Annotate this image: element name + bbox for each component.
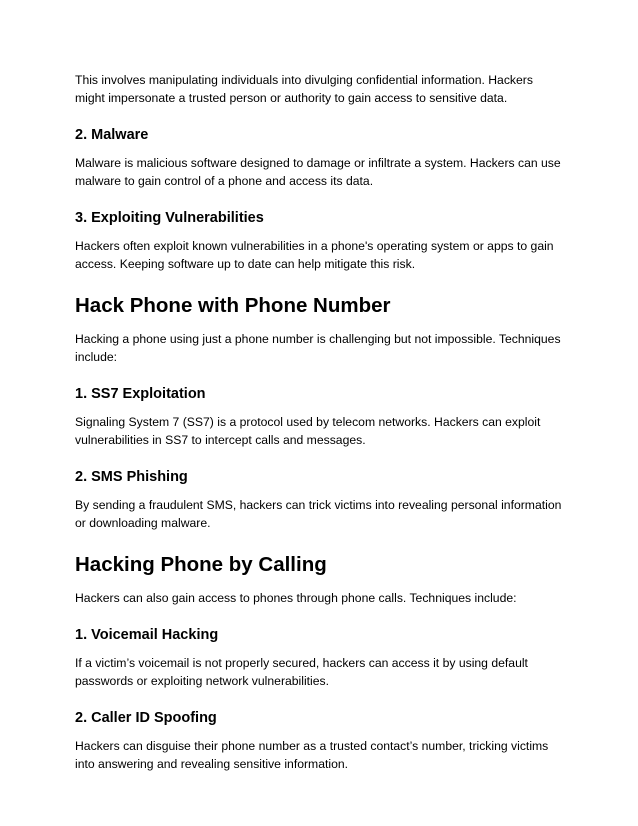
ss7-paragraph: Signaling System 7 (SS7) is a protocol used by telecom networks. Hackers can exploit vulnerabilities in SS7 to intercept calls and messages.	[75, 415, 541, 447]
caller-id-paragraph: Hackers can disguise their phone number as a trusted contact’s number, tricking victims into answering and revealing sensitive information.	[75, 739, 549, 771]
intro-paragraph: This involves manipulating individuals into divulging confidential information. Hackers might impersonate a trusted person or authority to gain access to sensitive data.	[75, 73, 533, 105]
calling-paragraph: Hackers can also gain access to phones through phone calls. Techniques include:	[75, 591, 517, 605]
heading-exploiting-vulnerabilities: 3. Exploiting Vulnerabilities	[75, 210, 264, 226]
heading-caller-id-spoofing: 2. Caller ID Spoofing	[75, 710, 217, 726]
heading-voicemail-hacking: 1. Voicemail Hacking	[75, 627, 219, 643]
voicemail-paragraph: If a victim’s voicemail is not properly secured, hackers can access it by using default passwords or exploiting network vulnerabilities.	[75, 656, 528, 688]
heading-hacking-phone-by-calling: Hacking Phone by Calling	[75, 553, 327, 576]
exploiting-vulnerabilities-paragraph: Hackers often exploit known vulnerabilities in a phone's operating system or apps to gain access. Keeping software up to date can help mitigate this risk.	[75, 239, 554, 271]
malware-paragraph: Malware is malicious software designed to damage or infiltrate a system. Hackers can use malware to gain control of a phone and access its data.	[75, 156, 561, 188]
heading-malware: 2. Malware	[75, 127, 149, 143]
hack-phone-number-paragraph: Hacking a phone using just a phone number is challenging but not impossible. Techniques include:	[75, 332, 561, 364]
heading-sms-phishing: 2. SMS Phishing	[75, 469, 188, 485]
heading-hack-phone-with-number: Hack Phone with Phone Number	[75, 294, 391, 317]
heading-ss7-exploitation: 1. SS7 Exploitation	[75, 386, 206, 402]
document-page	[75, 71, 565, 773]
sms-phishing-paragraph: By sending a fraudulent SMS, hackers can trick victims into revealing personal information or downloading malware.	[75, 498, 562, 530]
